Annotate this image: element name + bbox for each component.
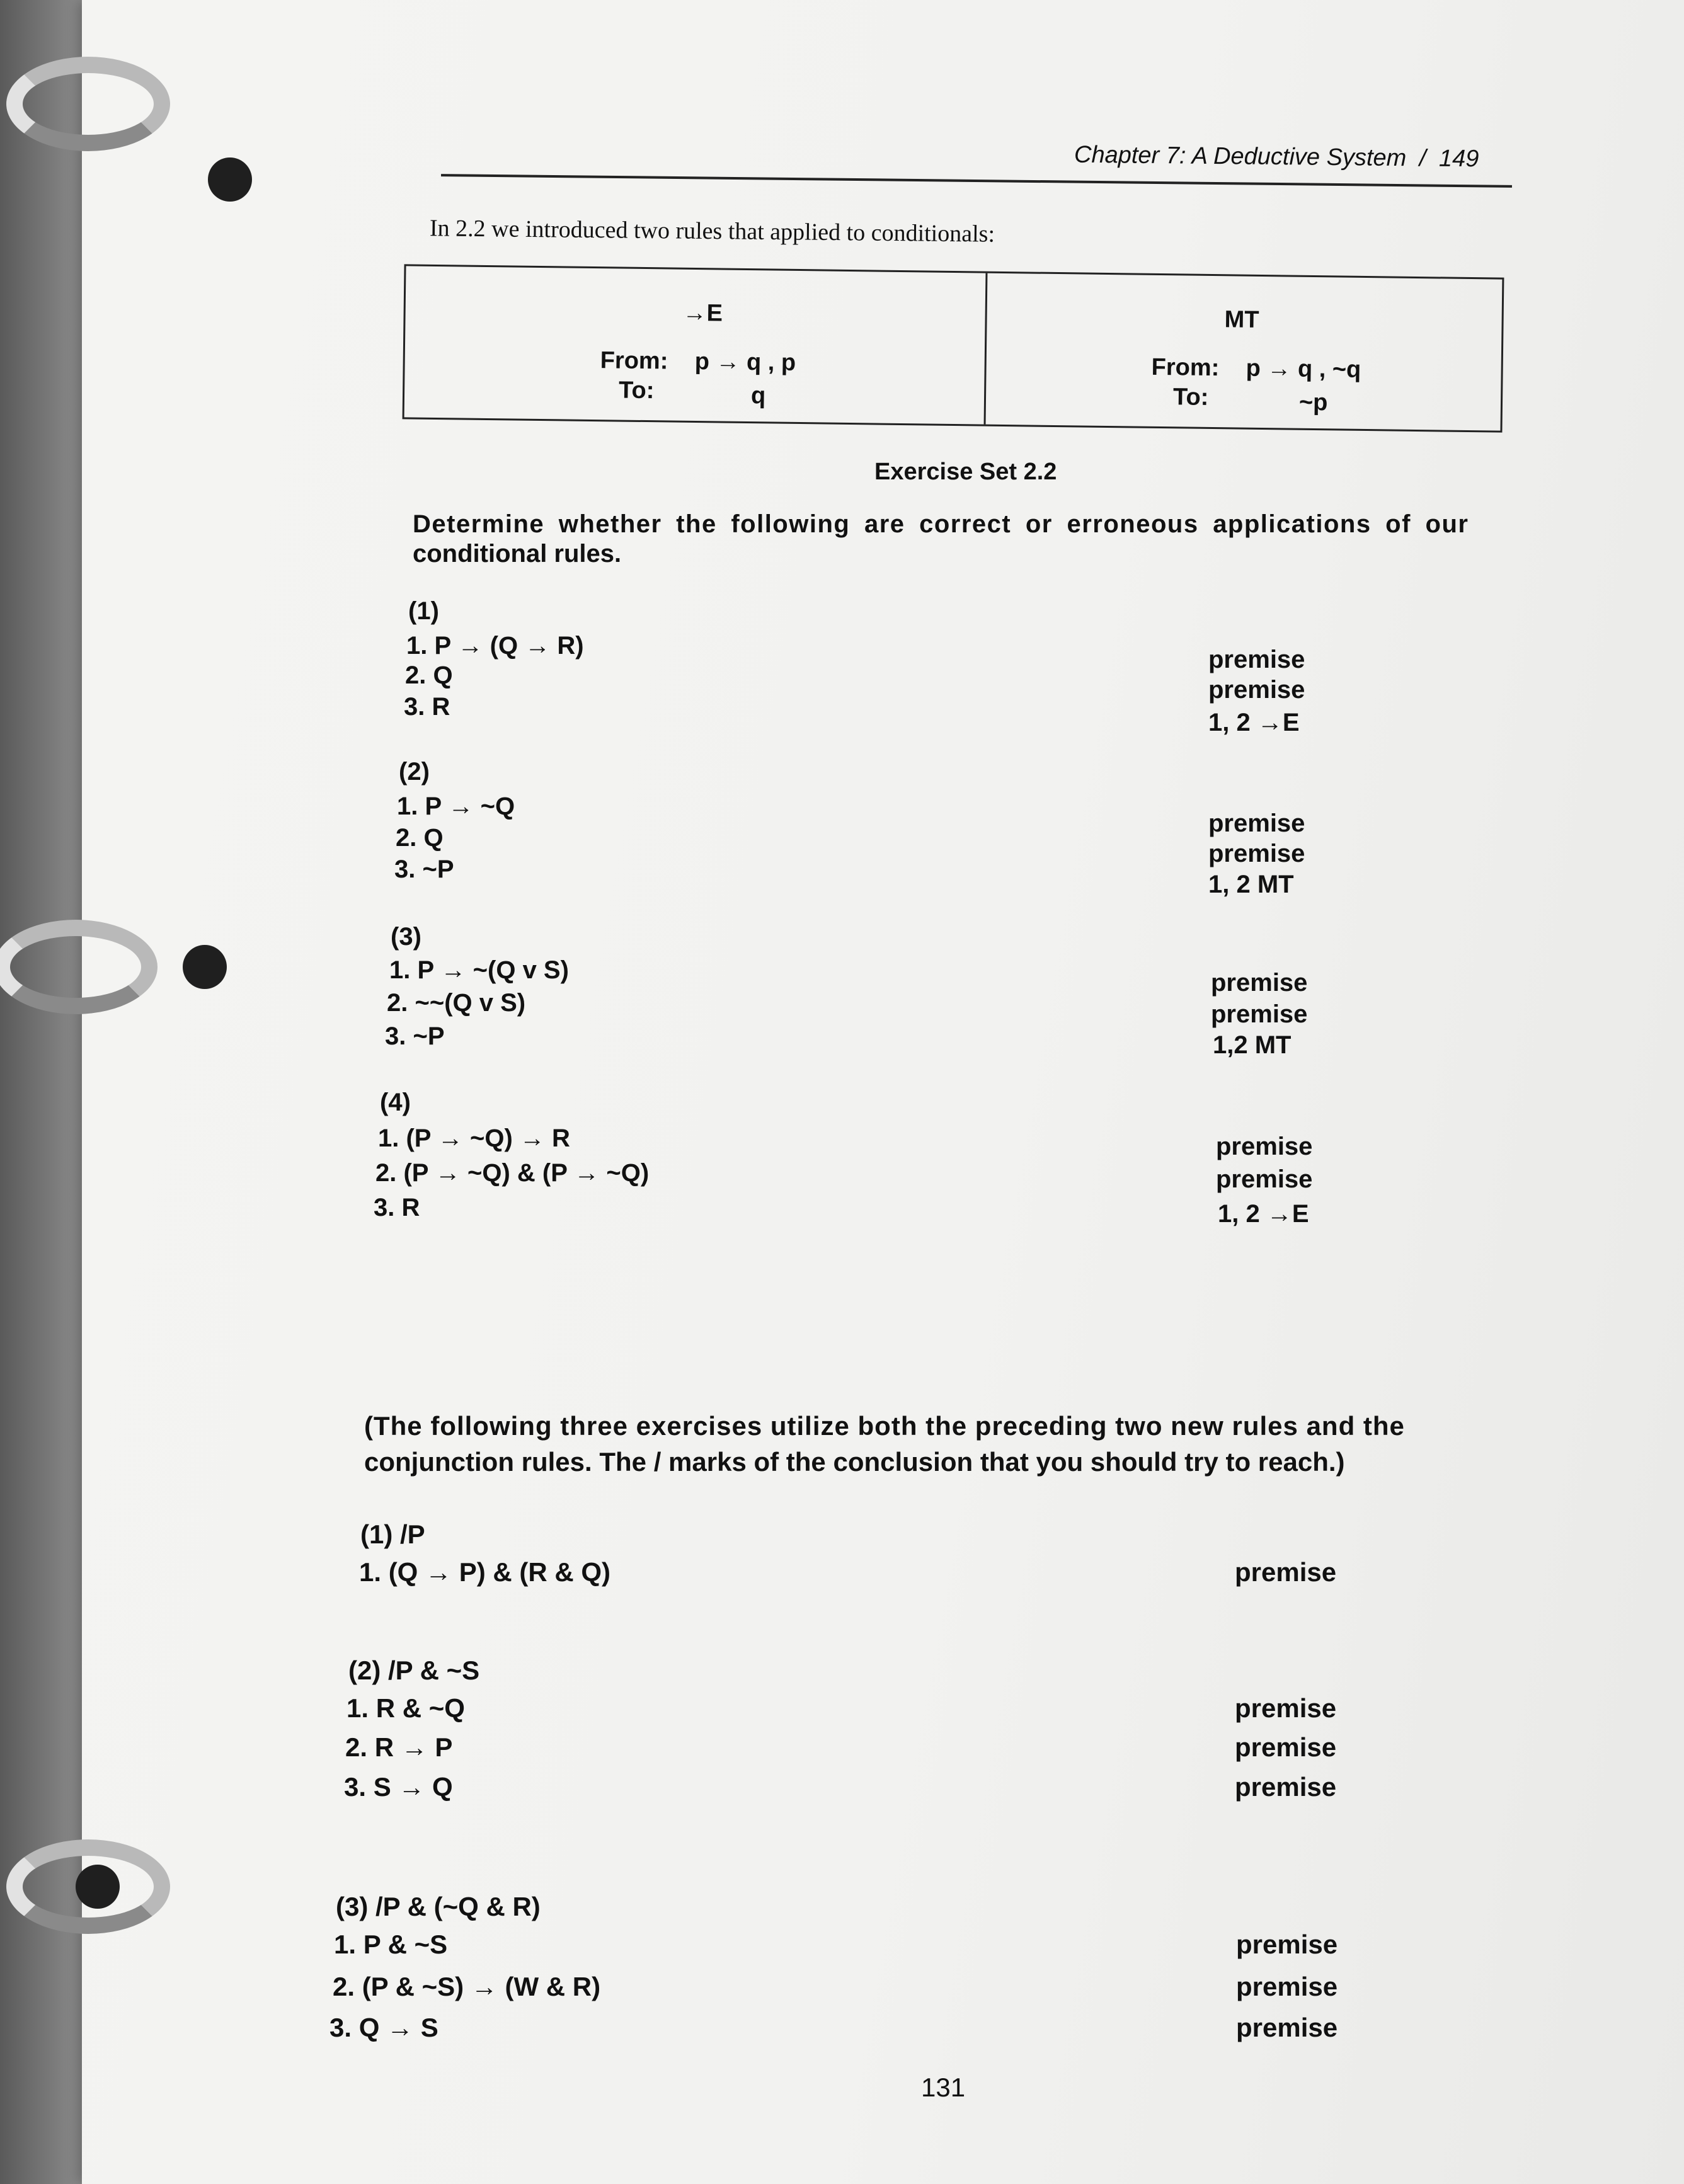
exercise-title: Exercise Set 2.2 <box>874 459 1057 485</box>
rule-from-value: p → q , p <box>694 348 796 376</box>
proof-line: 3. R <box>404 693 450 721</box>
punch-hole-icon <box>183 945 227 989</box>
proof-line: 2. Q <box>405 661 453 689</box>
intro-text: In 2.2 we introduced two rules that applied to conditionals: <box>429 215 995 248</box>
proof-line: 3. R <box>374 1194 420 1221</box>
rules-table <box>403 264 1504 432</box>
justification: premise <box>1236 1972 1338 2001</box>
justification: premise <box>1216 1165 1313 1193</box>
proof-line: 2. R → P <box>345 1732 453 1762</box>
rules-table-divider <box>984 273 988 425</box>
justification: 1, 2 →E <box>1208 709 1300 736</box>
justification: premise <box>1236 1930 1338 1959</box>
justification: premise <box>1235 1557 1337 1587</box>
proof-line: 1. (P → ~Q) → R <box>378 1124 570 1152</box>
proof-line: 2. Q <box>396 824 444 852</box>
proof-line: 1. (Q → P) & (R & Q) <box>359 1557 610 1587</box>
header-separator: / <box>1419 145 1426 172</box>
justification: premise <box>1235 1732 1337 1762</box>
proof-line: 1. P → ~(Q v S) <box>389 956 569 984</box>
rule-name-mt: MT <box>1224 306 1259 333</box>
rule-to-value: ~p <box>1298 389 1328 416</box>
instructions-line-2: conditional rules. <box>413 540 622 568</box>
binder-ring-icon <box>6 57 170 151</box>
rule-to-label: To: <box>1172 384 1209 411</box>
justification: premise <box>1236 2013 1338 2042</box>
footer-page-number: 131 <box>921 2073 966 2102</box>
problem-label: (4) <box>380 1089 411 1116</box>
rule-from-label: From: <box>600 347 668 375</box>
header-page-number: 149 <box>1438 145 1479 173</box>
justification: premise <box>1208 676 1305 704</box>
justification: premise <box>1235 1693 1337 1723</box>
rule-name-elim: →E <box>682 299 723 327</box>
chapter-title: Chapter 7: A Deductive System <box>1074 141 1407 172</box>
justification: premise <box>1208 646 1305 673</box>
exercise-label: (3) /P & (~Q & R) <box>336 1892 541 1921</box>
note-line-1: (The following three exercises utilize both the preceding two new rules and the <box>364 1411 1405 1441</box>
proof-line: 2. (P → ~Q) & (P → ~Q) <box>375 1159 650 1187</box>
proof-line: 3. Q → S <box>329 2013 438 2042</box>
exercise-label: (2) /P & ~S <box>348 1655 480 1685</box>
problem-label: (3) <box>391 923 421 951</box>
justification: premise <box>1216 1133 1313 1160</box>
problem-label: (1) <box>408 597 439 625</box>
proof-line: 3. S → Q <box>344 1772 453 1802</box>
proof-line: 3. ~P <box>394 855 454 883</box>
binder-ring-icon <box>0 920 158 1014</box>
punch-hole-icon <box>208 157 252 202</box>
proof-line: 2. (P & ~S) → (W & R) <box>333 1972 601 2001</box>
proof-line: 1. P & ~S <box>334 1930 448 1959</box>
justification: premise <box>1211 1000 1308 1028</box>
proof-line: 1. P → (Q → R) <box>406 632 584 660</box>
justification: 1, 2 →E <box>1218 1200 1309 1228</box>
punch-hole-icon <box>76 1865 120 1909</box>
proof-line: 2. ~~(Q v S) <box>387 989 526 1017</box>
rule-from-label: From: <box>1151 353 1220 382</box>
rule-from-value: p → q , ~q <box>1246 355 1361 383</box>
chapter-header <box>1074 142 1479 173</box>
justification: 1, 2 MT <box>1208 871 1294 898</box>
problem-label: (2) <box>399 758 430 786</box>
proof-line: 1. R & ~Q <box>347 1693 465 1723</box>
note-line-2: conjunction rules. The / marks of the conclusion that you should try to reach.) <box>364 1447 1345 1477</box>
justification: premise <box>1235 1772 1337 1802</box>
justification: premise <box>1208 809 1305 837</box>
justification: premise <box>1208 840 1305 867</box>
rule-to-value: q <box>750 382 766 409</box>
proof-line: 1. P → ~Q <box>397 792 515 820</box>
exercise-label: (1) /P <box>360 1519 425 1549</box>
justification: premise <box>1211 969 1308 997</box>
proof-line: 3. ~P <box>385 1022 445 1050</box>
rule-to-label: To: <box>618 377 655 404</box>
instructions-line-1: Determine whether the following are correct or erroneous applications of our <box>413 510 1469 538</box>
justification: 1,2 MT <box>1213 1031 1292 1059</box>
